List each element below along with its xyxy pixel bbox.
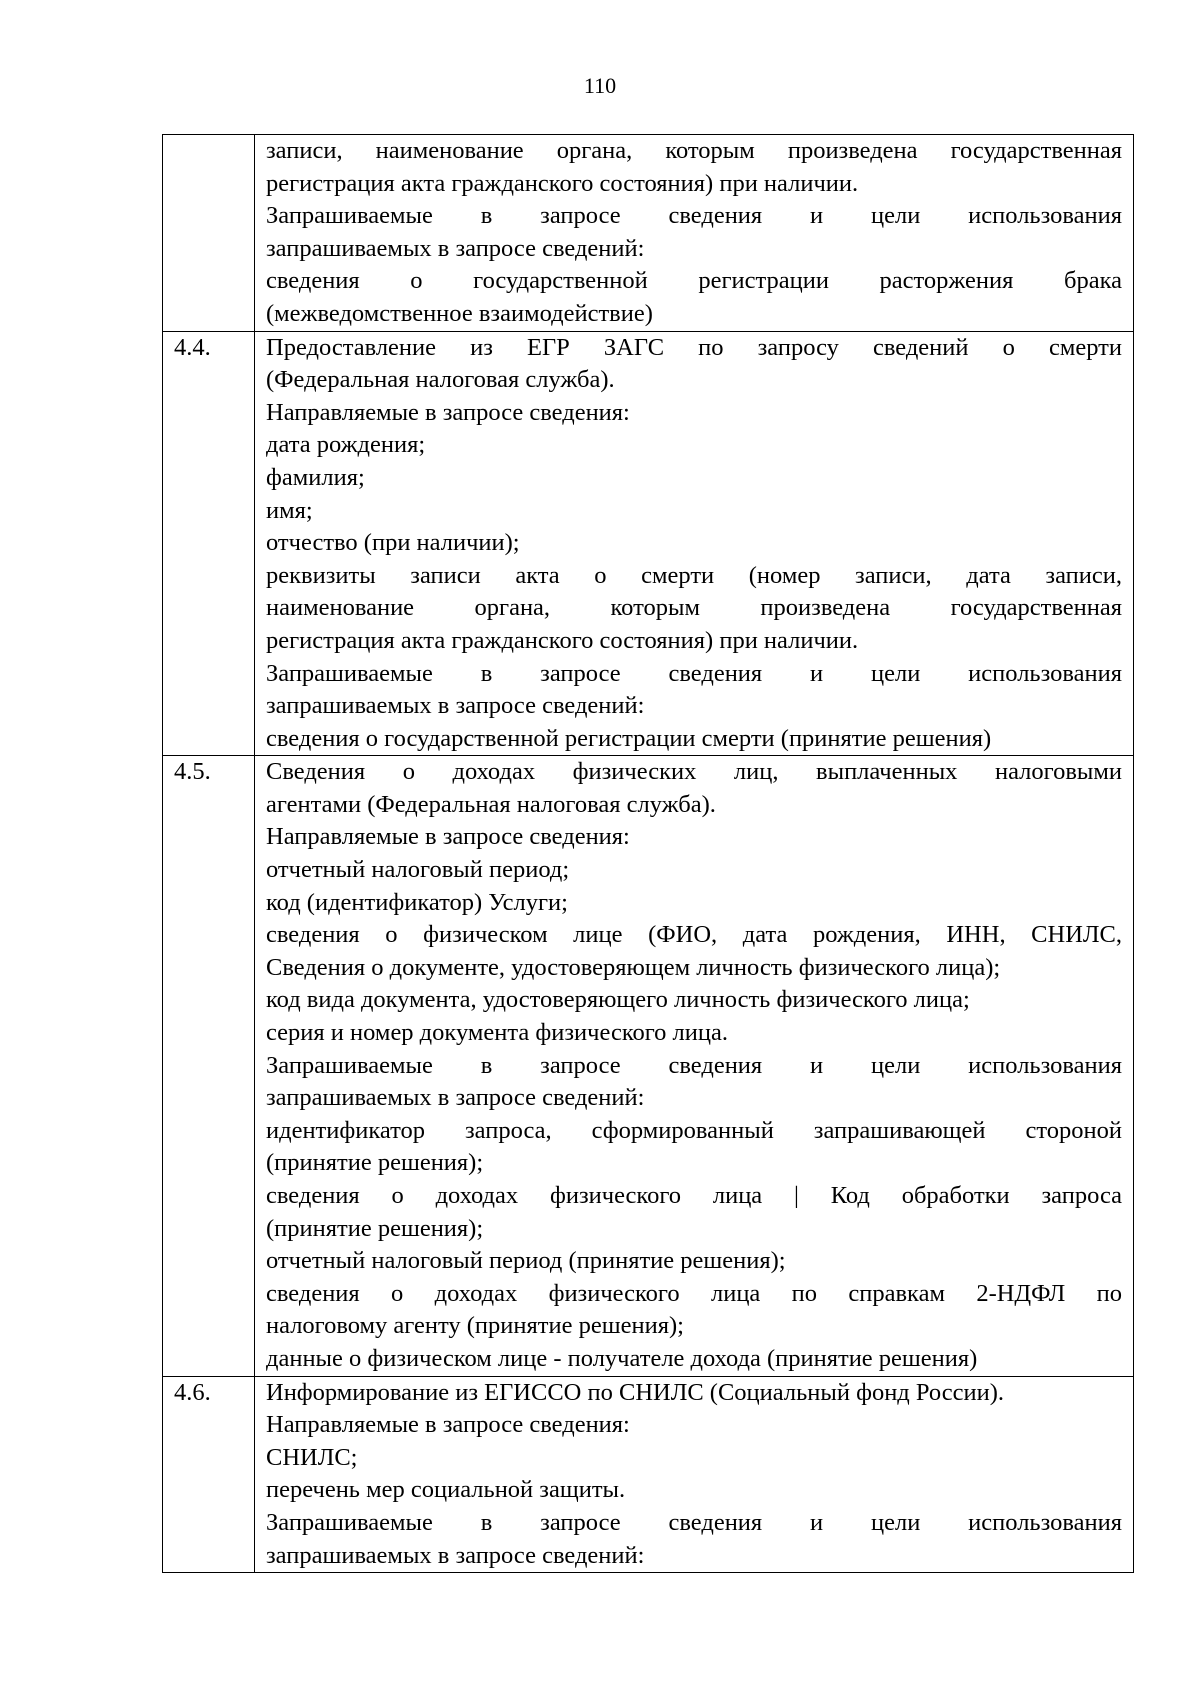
- table-row: [163, 756, 1134, 1376]
- text-line: сведения о государственной регистрации расторжения брака: [266, 267, 1122, 295]
- text-line: (межведомственное взаимодействие): [266, 299, 653, 327]
- text-line: перечень мер социальной защиты.: [266, 1476, 626, 1504]
- text-line: сведения о доходах физического лица | Код обработки запроса: [266, 1182, 1122, 1209]
- item-description-cell: [255, 331, 1134, 756]
- text-line: запрашиваемых в запросе сведений:: [266, 234, 645, 262]
- text-line: код (идентификатор) Услуги;: [266, 888, 568, 916]
- table-row: [163, 331, 1134, 756]
- text-line: Запрашиваемые в запросе сведения и цели использования: [266, 1508, 1122, 1536]
- text-line: Сведения о документе, удостоверяющем личность физического лица);: [266, 953, 1001, 981]
- text-line: отчество (при наличии);: [266, 529, 520, 557]
- text-line: регистрация акта гражданского состояния) при наличии.: [266, 169, 859, 197]
- item-description-cell: [255, 135, 1134, 332]
- text-line: запрашиваемых в запросе сведений:: [266, 1541, 645, 1569]
- text-line: серия и номер документа физического лица.: [266, 1019, 729, 1047]
- text-line: Направляемые в запросе сведения:: [266, 823, 630, 851]
- text-line: код вида документа, удостоверяющего личность физического лица;: [266, 986, 970, 1014]
- text-line: (принятие решения);: [266, 1149, 484, 1177]
- text-line: Информирование из ЕГИССО по СНИЛС (Социальный фонд России).: [266, 1378, 1005, 1406]
- item-number-cell: 4.6.: [163, 1376, 255, 1573]
- table-body: [163, 135, 1134, 1573]
- text-line: Направляемые в запросе сведения:: [266, 398, 630, 426]
- table-row: [163, 1376, 1134, 1573]
- text-line: фамилия;: [266, 463, 365, 491]
- text-line: идентификатор запроса, сформированный запрашивающей стороной: [266, 1116, 1122, 1144]
- text-line: сведения о доходах физического лица по справкам 2-НДФЛ по: [266, 1279, 1122, 1307]
- text-line: имя;: [266, 496, 313, 524]
- text-line: записи, наименование органа, которым произведена государственная: [266, 137, 1122, 164]
- page-number: 110: [583, 73, 617, 98]
- text-line: регистрация акта гражданского состояния) при наличии.: [266, 626, 859, 654]
- table-row: [163, 135, 1134, 332]
- text-line: Сведения о доходах физических лиц, выплаченных налоговыми: [266, 758, 1122, 786]
- text-line: сведения о физическом лице (ФИО, дата рождения, ИНН, СНИЛС,: [266, 921, 1122, 949]
- item-description-cell: [255, 756, 1134, 1376]
- text-line: Запрашиваемые в запросе сведения и цели использования: [266, 659, 1122, 687]
- item-number-cell: 4.4.: [163, 331, 255, 756]
- text-line: наименование органа, которым произведена государственная: [266, 594, 1122, 622]
- text-line: дата рождения;: [266, 431, 426, 459]
- text-line: запрашиваемых в запросе сведений:: [266, 692, 645, 720]
- text-line: Направляемые в запросе сведения:: [266, 1411, 630, 1439]
- text-line: реквизиты записи акта о смерти (номер записи, дата записи,: [266, 561, 1122, 589]
- services-table: [162, 134, 1134, 1573]
- item-number-cell: [163, 135, 255, 332]
- item-description-cell: [255, 1376, 1134, 1573]
- text-line: отчетный налоговый период (принятие решения);: [266, 1247, 786, 1275]
- text-line: Запрашиваемые в запросе сведения и цели использования: [266, 202, 1122, 230]
- text-line: (принятие решения);: [266, 1214, 484, 1242]
- text-line: Запрашиваемые в запросе сведения и цели использования: [266, 1051, 1122, 1079]
- text-line: СНИЛС;: [266, 1443, 358, 1471]
- item-number-cell: 4.5.: [163, 756, 255, 1376]
- text-line: данные о физическом лице - получателе дохода (принятие решения): [266, 1344, 978, 1372]
- text-line: Предоставление из ЕГР ЗАГС по запросу сведений о смерти: [266, 333, 1122, 361]
- text-line: агентами (Федеральная налоговая служба).: [266, 790, 716, 818]
- text-line: запрашиваемых в запросе сведений:: [266, 1084, 645, 1112]
- text-line: сведения о государственной регистрации смерти (принятие решения): [266, 724, 992, 752]
- text-line: отчетный налоговый период;: [266, 856, 570, 884]
- text-line: (Федеральная налоговая служба).: [266, 366, 615, 394]
- text-line: налоговому агенту (принятие решения);: [266, 1312, 684, 1340]
